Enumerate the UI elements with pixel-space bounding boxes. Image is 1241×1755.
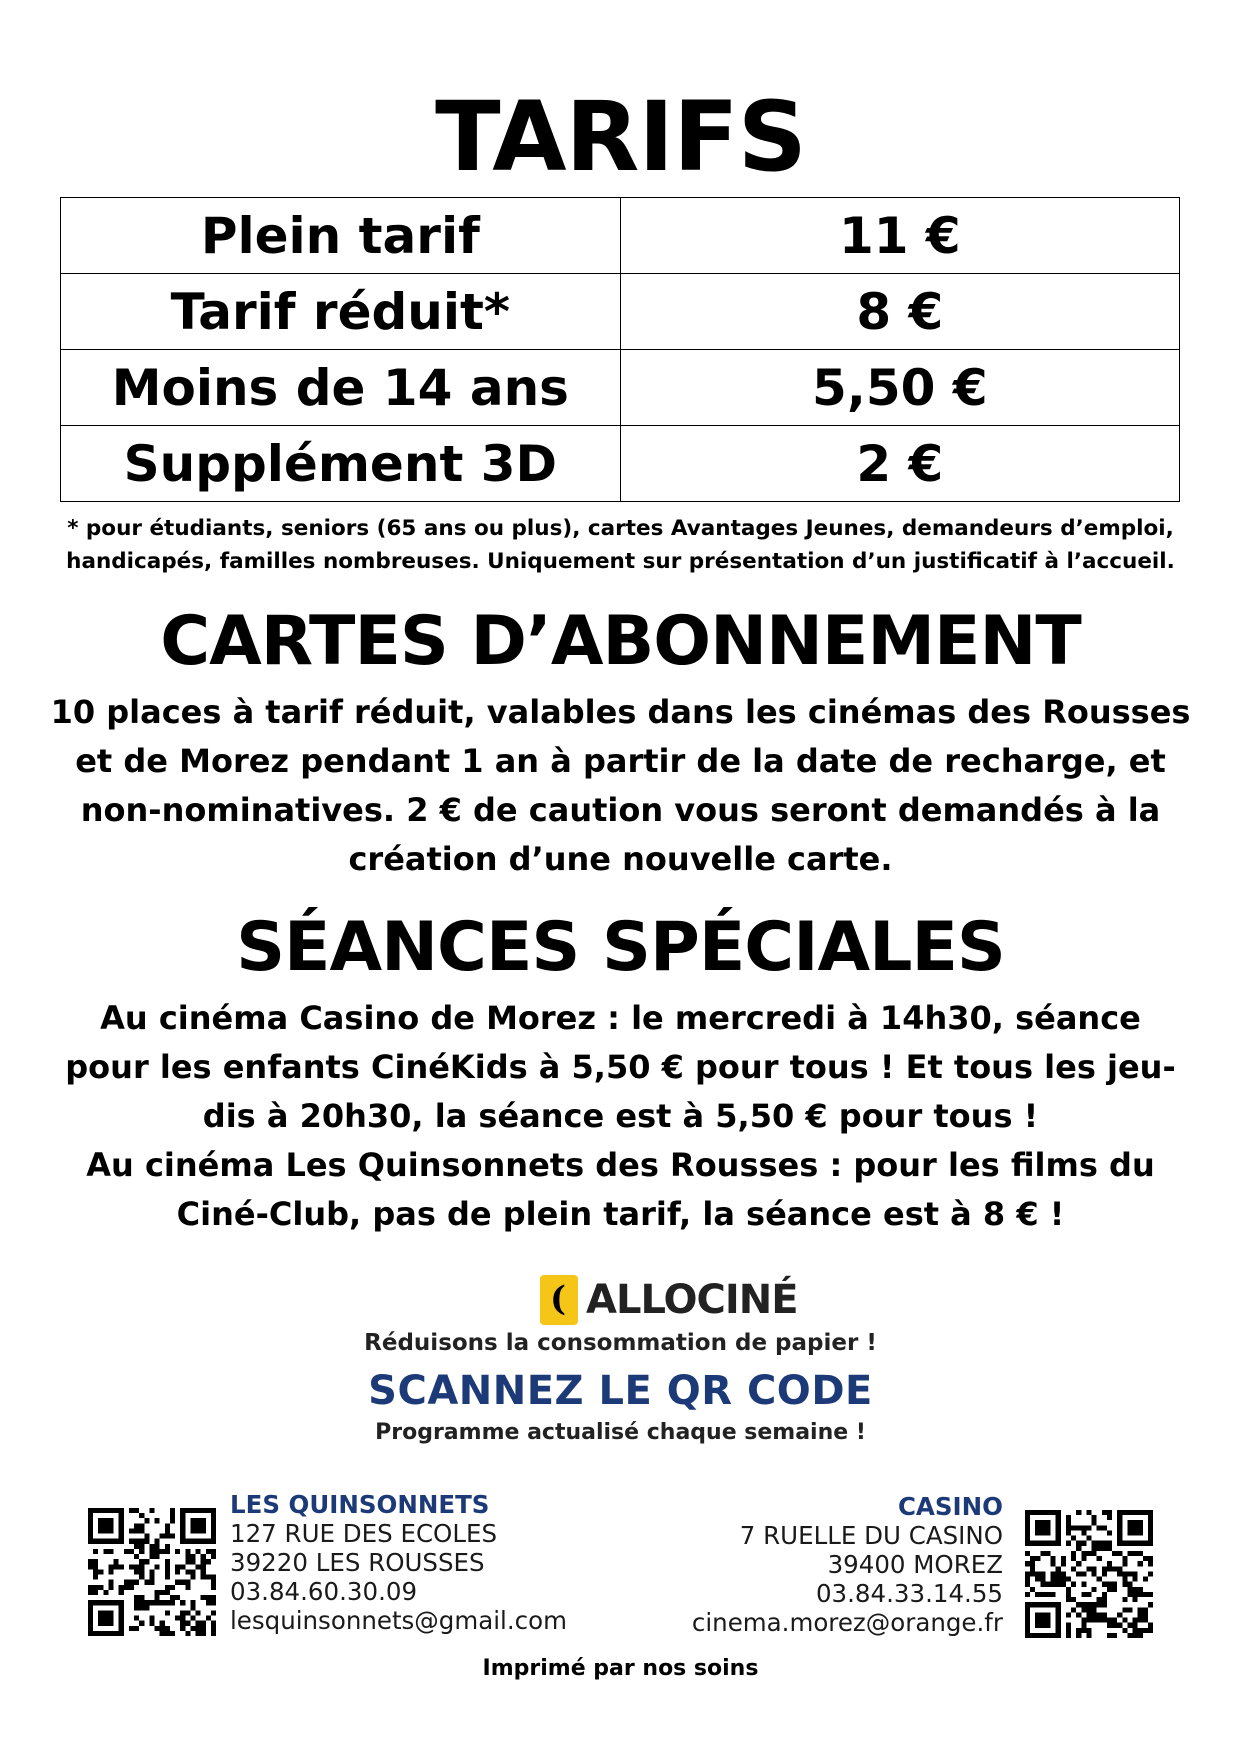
paragraph-line: non-nominatives. 2 € de caution vous seront demandés à la [80,791,1161,829]
price-label: Plein tarif [61,198,621,274]
cinema-name: LES QUINSONNETS [230,1490,490,1519]
seances-title: SÉANCES SPÉCIALES [236,908,1005,987]
city: 39220 LES ROUSSES [230,1548,485,1577]
allocine-logo [540,1275,798,1325]
tarifs-footnote [40,512,1201,578]
paragraph-line: et de Morez pendant 1 an à partir de la date de recharge, et [75,742,1166,780]
printed-note: Imprimé par nos soins [482,1656,759,1681]
price-table [60,197,1180,502]
table-row [61,274,1180,350]
email[interactable]: lesquinsonnets@gmail.com [230,1606,567,1635]
price-label: Moins de 14 ans [61,350,621,426]
table-row [61,426,1180,502]
tarifs-title: TARIFS [435,81,806,193]
cinema-name: CASINO [897,1492,1003,1521]
paragraph-line: pour les enfants CinéKids à 5,50 € pour tous ! Et tous les jeu- [65,1048,1176,1086]
promo-line: Réduisons la consommation de papier ! [364,1330,877,1356]
table-row [61,198,1180,274]
table-row [61,350,1180,426]
contact-quinsonnets [230,1490,567,1635]
contact-casino [692,1492,1003,1637]
cartes-description [30,688,1211,884]
cartes-title: CARTES D’ABONNEMENT [160,602,1081,681]
scan-qr-heading: SCANNEZ LE QR CODE [368,1368,873,1414]
allocine-brand: ALLOCINÉ [586,1277,798,1323]
footnote-line: * pour étudiants, seniors (65 ans ou plus), cartes Avantages Jeunes, demandeurs d’emploi, [67,516,1174,541]
price-value: 2 € [620,426,1179,502]
ticket-icon: ( [540,1275,578,1325]
price-value: 5,50 € [620,350,1179,426]
qr-code-icon[interactable] [1025,1510,1153,1638]
paragraph-line: Au cinéma Casino de Morez : le mercredi à 14h30, séance [100,999,1141,1037]
qr-code-icon[interactable] [88,1508,216,1636]
address: 127 RUE DES ECOLES [230,1519,498,1548]
price-label: Tarif réduit* [61,274,621,350]
email[interactable]: cinema.morez@orange.fr [691,1608,1003,1637]
price-value: 8 € [620,274,1179,350]
address: 7 RUELLE DU CASINO [739,1521,1003,1550]
paragraph-line: Au cinéma Les Quinsonnets des Rousses : pour les films du [86,1146,1155,1184]
city: 39400 MOREZ [827,1550,1003,1579]
promo-line: Programme actualisé chaque semaine ! [375,1420,866,1445]
paragraph-line: 10 places à tarif réduit, valables dans les cinémas des Rousses [50,693,1191,731]
seances-description [30,994,1211,1239]
phone: 03.84.33.14.55 [815,1579,1003,1608]
price-label: Supplément 3D [61,426,621,502]
price-value: 11 € [620,198,1179,274]
paragraph-line: dis à 20h30, la séance est à 5,50 € pour tous ! [202,1097,1039,1135]
paragraph-line: Ciné-Club, pas de plein tarif, la séance est à 8 € ! [176,1195,1065,1233]
paragraph-line: création d’une nouvelle carte. [348,840,893,878]
footnote-line: handicapés, familles nombreuses. Uniquement sur présentation d’un justificatif à l’accueil. [66,549,1175,574]
phone: 03.84.60.30.09 [230,1577,418,1606]
